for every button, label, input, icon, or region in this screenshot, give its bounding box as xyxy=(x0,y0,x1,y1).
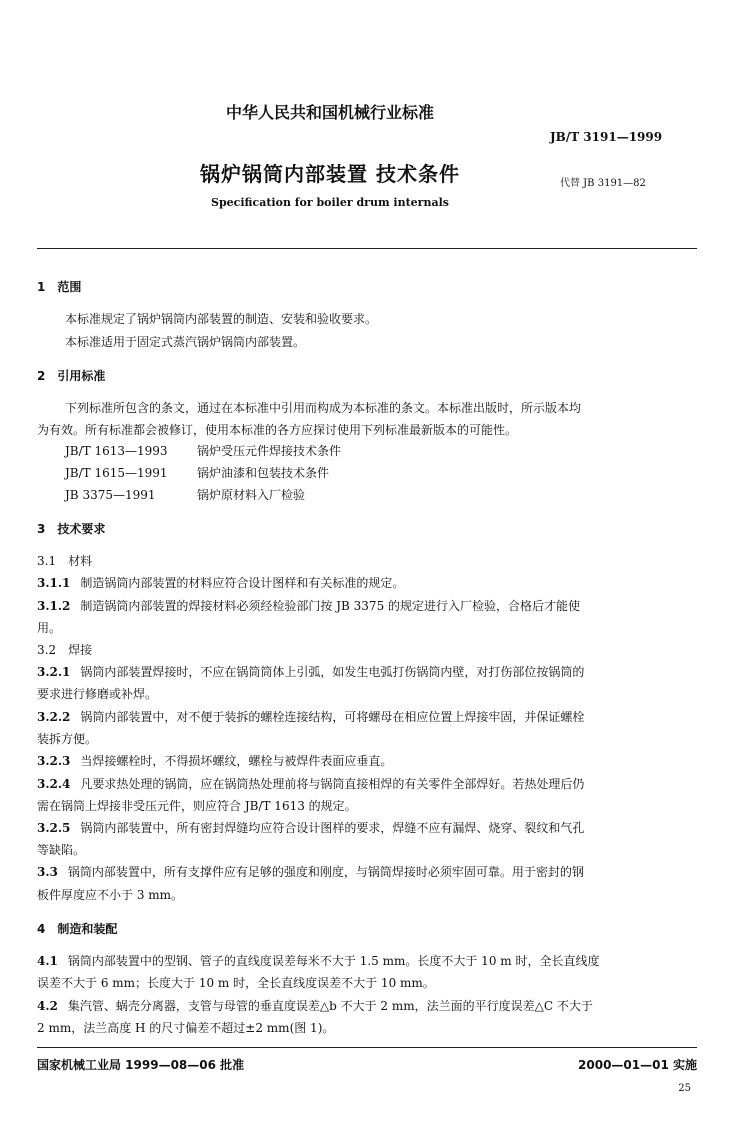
approval-note: 国家机械工业局 1999—08—06 批准 xyxy=(37,1058,245,1072)
clause-3-1-2-cont: 用。 xyxy=(37,621,62,635)
clause-3-2-1 xyxy=(37,663,584,680)
reference-name: 锅炉受压元件焊接技术条件 xyxy=(197,444,342,458)
reference-item xyxy=(65,442,341,459)
clause-number: 3.2.3 xyxy=(37,754,71,768)
clause-3-2-2 xyxy=(37,708,584,725)
reference-item xyxy=(65,464,329,481)
reference-code: JB 3375—1991 xyxy=(65,488,156,502)
clause-text: 凡要求热处理的锅筒，应在锅筒热处理前将与锅筒直接相焊的有关零件全部焊好。若热处理后仍 xyxy=(80,777,585,791)
clause-3-2-5-cont: 等缺陷。 xyxy=(37,843,86,857)
section-2-para-line-1: 下列标准所包含的条文，通过在本标准中引用而构成为本标准的条文。本标准出版时，所示版本均 xyxy=(65,401,582,415)
clause-number: 3.1.1 xyxy=(37,576,71,590)
clause-3-2-2-cont: 装拆方便。 xyxy=(37,732,98,746)
clause-number: 3.2.4 xyxy=(37,777,71,791)
section-1-para-2: 本标准适用于固定式蒸汽锅炉锅筒内部装置。 xyxy=(65,335,306,349)
header-divider xyxy=(37,248,697,249)
clause-text: 锅筒内部装置中，对不便于装拆的螺栓连接结构，可将螺母在相应位置上焊接牢固，并保证螺栓 xyxy=(80,710,585,724)
clause-number: 3.2.1 xyxy=(37,665,71,679)
clause-4-2-cont: 2 mm，法兰高度 H 的尺寸偏差不超过±2 mm(图 1)。 xyxy=(37,1021,335,1035)
page-number: 25 xyxy=(678,1083,691,1094)
clause-3-1-2 xyxy=(37,597,580,614)
clause-3-2-3 xyxy=(37,752,392,769)
clause-4-1-cont: 误差不大于 6 mm；长度大于 10 m 时，全长直线度误差不大于 10 mm。 xyxy=(37,976,435,990)
clause-number: 3.2.2 xyxy=(37,710,71,724)
clause-text: 锅筒内部装置中，所有支撑件应有足够的强度和刚度，与锅筒焊接时必须牢固可靠。用于密封的钢 xyxy=(67,865,584,879)
clause-number: 4.1 xyxy=(37,954,58,968)
standard-code: JB/T 3191—1999 xyxy=(550,130,663,144)
reference-name: 锅炉原材料入厂检验 xyxy=(197,488,306,502)
clause-3-3 xyxy=(37,863,584,880)
reference-name: 锅炉油漆和包装技术条件 xyxy=(197,466,330,480)
footer-divider xyxy=(37,1047,697,1048)
subsection-3-2-title: 3.2 焊接 xyxy=(37,643,93,657)
english-title: Specification for boiler drum internals xyxy=(211,196,449,209)
clause-text: 锅筒内部装置中的型钢、管子的直线度误差每米不大于 1.5 mm。长度不大于 10 m 时，全长直线度 xyxy=(67,954,600,968)
clause-number: 3.2.5 xyxy=(37,821,71,835)
clause-number: 3.1.2 xyxy=(37,599,71,613)
clause-number: 4.2 xyxy=(37,999,58,1013)
standard-org-heading: 中华人民共和国机械行业标准 xyxy=(225,103,434,122)
clause-text: 制造锅筒内部装置的焊接材料必须经检验部门按 JB 3375 的规定进行入厂检验，合格后才能使 xyxy=(80,599,581,613)
section-4-title: 4 制造和装配 xyxy=(37,922,118,936)
clause-text: 制造锅筒内部装置的材料应符合设计图样和有关标准的规定。 xyxy=(80,576,405,590)
document-title: 锅炉锅筒内部装置 技术条件 xyxy=(200,162,460,186)
effective-date: 2000—01—01 实施 xyxy=(578,1058,697,1072)
clause-3-2-5 xyxy=(37,819,584,836)
clause-3-2-1-cont: 要求进行修磨或补焊。 xyxy=(37,687,158,701)
section-2-para-line-2: 为有效。所有标准都会被修订，使用本标准的各方应探讨使用下列标准最新版本的可能性。 xyxy=(37,423,518,437)
reference-code: JB/T 1613—1993 xyxy=(65,444,168,458)
subsection-3-1-title: 3.1 材料 xyxy=(37,554,93,568)
clause-3-1-1 xyxy=(37,574,404,591)
clause-text: 集汽管、蜗壳分离器，支管与母管的垂直度误差△b 不大于 2 mm，法兰面的平行度误差△C 不大于 xyxy=(67,999,593,1013)
clause-4-2 xyxy=(37,997,593,1014)
section-1-title: 1 范围 xyxy=(37,280,82,294)
clause-text: 锅筒内部装置中，所有密封焊缝均应符合设计图样的要求，焊缝不应有漏焊、烧穿、裂纹和气孔 xyxy=(80,821,585,835)
reference-code: JB/T 1615—1991 xyxy=(65,466,168,480)
clause-3-2-4-cont: 需在锅筒上焊接非受压元件，则应符合 JB/T 1613 的规定。 xyxy=(37,799,357,813)
reference-item xyxy=(65,486,305,503)
clause-number: 3.3 xyxy=(37,865,58,879)
clause-text: 当焊接螺栓时，不得损坏螺纹，螺栓与被焊件表面应垂直。 xyxy=(80,754,393,768)
section-3-title: 3 技术要求 xyxy=(37,522,106,536)
section-2-title: 2 引用标准 xyxy=(37,369,106,383)
section-1-para-1: 本标准规定了锅炉锅筒内部装置的制造、安装和验收要求。 xyxy=(65,312,378,326)
replaces-note: 代替 JB 3191—82 xyxy=(560,178,646,189)
clause-3-3-cont: 板件厚度应不小于 3 mm。 xyxy=(37,888,184,902)
clause-4-1 xyxy=(37,952,599,969)
clause-text: 锅筒内部装置焊接时，不应在锅筒筒体上引弧，如发生电弧打伤锅筒内壁，对打伤部位按锅筒的 xyxy=(80,665,585,679)
clause-3-2-4 xyxy=(37,775,584,792)
